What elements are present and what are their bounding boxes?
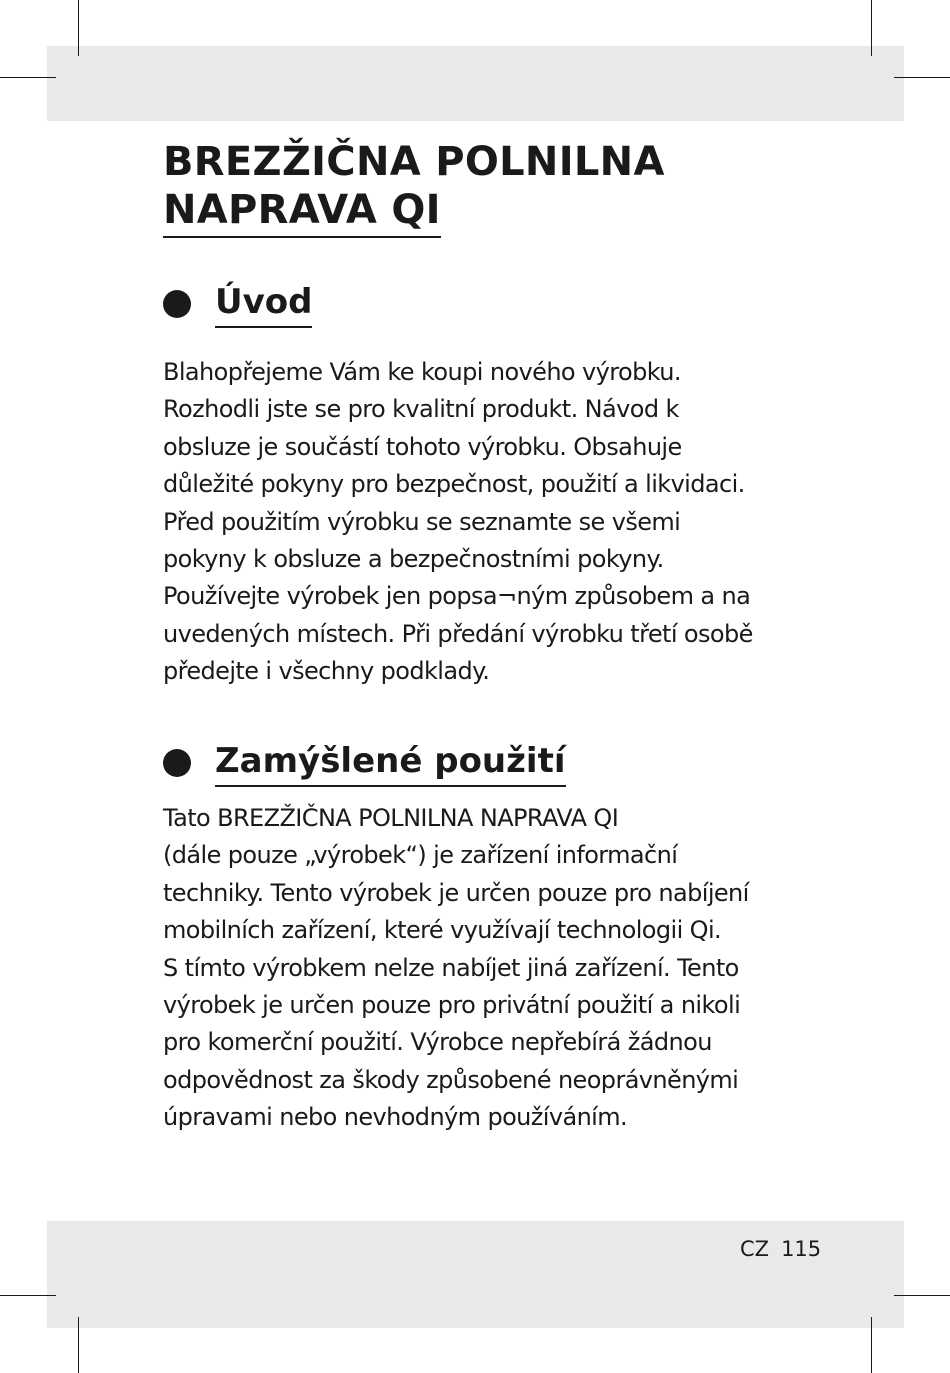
text-line: S tímto výrobkem nelze nabíjet jiná zařízení. Tento xyxy=(163,953,739,982)
text-line: pro komerční použití. Výrobce nepřebírá žádnou xyxy=(163,1028,712,1057)
text-line: Rozhodli jste se pro kvalitní produkt. Návod k xyxy=(163,395,679,424)
text-line: Tato BREZŽIČNA POLNILNA NAPRAVA QI xyxy=(163,804,619,832)
crop-mark xyxy=(0,77,56,78)
crop-mark xyxy=(871,0,872,56)
text-line: mobilních zařízení, které využívají technologii Qi. xyxy=(163,916,722,945)
text-line: uvedených místech. Při předání výrobku třetí osobě xyxy=(163,619,753,648)
section-heading-text: Zamýšlené použití xyxy=(215,739,566,787)
page-number: 115 xyxy=(781,1237,822,1261)
text-line: pokyny k obsluze a bezpečnostními pokyny. xyxy=(163,545,664,574)
bullet-icon xyxy=(163,749,191,777)
text-line: Používejte výrobek jen popsa¬ným způsobem a na xyxy=(163,582,751,611)
crop-mark xyxy=(0,1295,56,1296)
page-title xyxy=(163,138,665,238)
intended-use-paragraph xyxy=(163,800,843,1137)
section-heading-intended-use xyxy=(163,739,566,787)
language-code: CZ xyxy=(740,1237,770,1261)
text-line: Blahopřejeme Vám ke koupi nového výrobku. xyxy=(163,358,681,386)
text-line: výrobek je určen pouze pro privátní použití a nikoli xyxy=(163,991,741,1020)
intro-paragraph xyxy=(163,354,843,691)
section-heading-intro xyxy=(163,280,312,328)
section-heading-text: Úvod xyxy=(215,280,312,328)
text-line: Před použitím výrobku se seznamte se všemi xyxy=(163,507,681,536)
text-line: předejte i všechny podklady. xyxy=(163,657,490,686)
text-line: úpravami nebo nevhodným používáním. xyxy=(163,1103,628,1132)
text-line: (dále pouze „výrobek“) je zařízení informační xyxy=(163,841,678,870)
crop-mark xyxy=(894,1295,950,1296)
crop-mark xyxy=(78,1317,79,1373)
page-title-line-2: NAPRAVA QI xyxy=(163,186,441,238)
page-title-line-1: BREZŽIČNA POLNILNA xyxy=(163,139,665,185)
crop-mark xyxy=(894,77,950,78)
crop-mark xyxy=(871,1317,872,1373)
header-band xyxy=(47,46,904,121)
text-line: obsluze je součástí tohoto výrobku. Obsahuje xyxy=(163,432,682,461)
text-line: důležité pokyny pro bezpečnost, použití a likvidaci. xyxy=(163,470,745,499)
crop-mark xyxy=(78,0,79,56)
page-footer xyxy=(740,1234,821,1264)
text-line: techniky. Tento výrobek je určen pouze pro nabíjení xyxy=(163,878,749,907)
bullet-icon xyxy=(163,290,191,318)
text-line: odpovědnost za škody způsobené neoprávněnými xyxy=(163,1065,739,1094)
